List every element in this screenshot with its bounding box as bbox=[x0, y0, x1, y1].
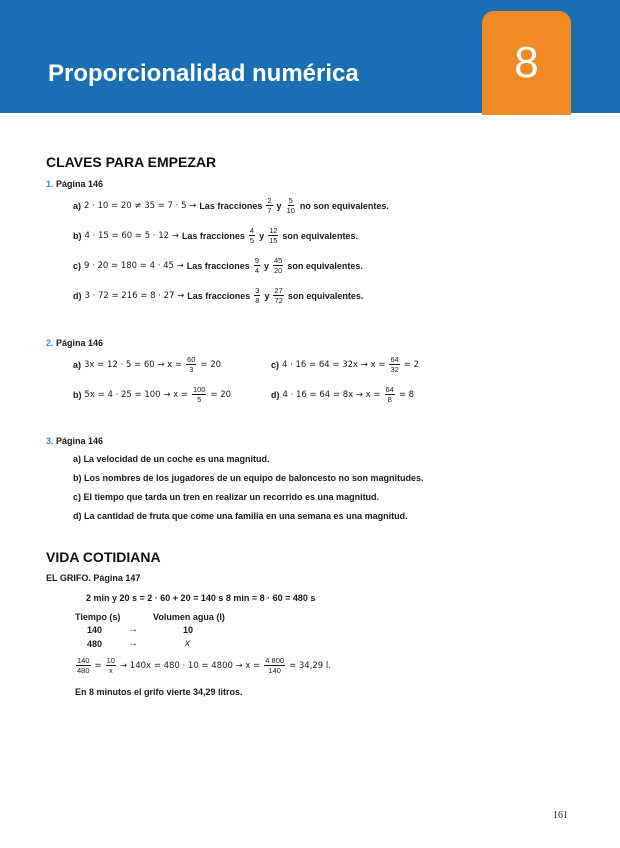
chapter-number-tab: 8 bbox=[482, 11, 571, 115]
question-page-ref: Página 146 bbox=[56, 338, 104, 348]
item-result: = 20 bbox=[200, 359, 222, 370]
item-equation: 4 · 16 = 64 = 32x → x = bbox=[282, 359, 386, 370]
equation-middle: → 140x = 480 · 10 = 4800 → x = bbox=[119, 660, 261, 671]
equals-sign: = bbox=[94, 660, 102, 671]
question-number: 3. bbox=[46, 436, 54, 446]
equation-result: = 34,29 l. bbox=[289, 660, 331, 671]
fraction: $\frac{60}{3}$ bbox=[187, 355, 196, 374]
fraction: $\frac{5}{10}$ bbox=[286, 196, 295, 215]
q1-item-b bbox=[73, 226, 358, 245]
conjunction: y bbox=[263, 260, 269, 271]
item-text: Las fracciones bbox=[186, 260, 250, 271]
arrow-icon: → bbox=[128, 638, 138, 649]
fraction: $\frac{64}{8}$ bbox=[385, 385, 394, 404]
item-letter: d) bbox=[73, 290, 82, 301]
item-result: = 2 bbox=[403, 359, 420, 370]
q2-item-d bbox=[271, 385, 414, 404]
item-conclusion: no son equivalentes. bbox=[299, 200, 389, 211]
table-header-volume: Volumen agua (l) bbox=[153, 612, 225, 622]
item-text: Las fracciones bbox=[187, 290, 251, 301]
item-letter: b) bbox=[73, 230, 82, 241]
item-text: Las fracciones bbox=[199, 200, 263, 211]
q2-item-c bbox=[271, 355, 419, 374]
conjunction: y bbox=[259, 230, 265, 241]
fraction: $\frac{4}{5}$ bbox=[249, 226, 255, 245]
table-cell: x bbox=[185, 638, 190, 649]
fraction: $\frac{4 800}{140}$ bbox=[265, 656, 285, 675]
fraction: $\frac{64}{32}$ bbox=[390, 355, 399, 374]
question-1-header bbox=[46, 179, 103, 189]
fraction: $\frac{100}{5}$ bbox=[192, 385, 206, 404]
q1-item-d bbox=[73, 286, 363, 305]
q3-item-c: c) El tiempo que tarda un tren en realizar un recorrido es una magnitud. bbox=[73, 492, 380, 502]
q3-item-a: a) La velocidad de un coche es una magnitud. bbox=[73, 454, 270, 464]
question-2-header bbox=[46, 338, 103, 348]
item-text: Las fracciones bbox=[181, 230, 245, 241]
time-conversion-line: 2 min y 20 s = 2 · 60 + 20 = 140 s 8 min = 8 · 60 = 480 s bbox=[86, 593, 316, 603]
item-result: = 8 bbox=[398, 389, 415, 400]
question-page-ref: Página 146 bbox=[56, 436, 104, 446]
item-equation: 3 · 72 = 216 = 8 · 27 → bbox=[84, 290, 185, 301]
table-cell: 140 bbox=[87, 625, 103, 635]
item-equation: 5x = 4 · 25 = 100 → x = bbox=[84, 389, 188, 400]
item-conclusion: son equivalentes. bbox=[287, 290, 364, 301]
q2-item-b bbox=[73, 385, 231, 404]
table-cell: 480 bbox=[87, 639, 103, 649]
problem-subtitle: EL GRIFO. Página 147 bbox=[46, 573, 141, 583]
item-result: = 20 bbox=[210, 389, 232, 400]
item-letter: d) bbox=[271, 389, 280, 400]
item-equation: 9 · 20 = 180 = 4 · 45 → bbox=[84, 260, 184, 271]
fraction: $\frac{140}{480}$ bbox=[77, 656, 90, 675]
section-heading-claves: CLAVES PARA EMPEZAR bbox=[46, 154, 217, 170]
question-page-ref: Página 146 bbox=[56, 179, 104, 189]
conclusion-text: En 8 minutos el grifo vierte 34,29 litros. bbox=[75, 687, 243, 697]
q3-item-b: b) Los nombres de los jugadores de un equipo de baloncesto no son magnitudes. bbox=[73, 473, 424, 483]
item-conclusion: son equivalentes. bbox=[287, 260, 363, 271]
fraction: $\frac{27}{72}$ bbox=[274, 286, 283, 305]
fraction: $\frac{2}{7}$ bbox=[267, 196, 272, 215]
chapter-title: Proporcionalidad numérica bbox=[48, 60, 359, 87]
item-letter: a) bbox=[73, 200, 82, 211]
item-equation: 4 · 16 = 64 = 8x → x = bbox=[282, 389, 381, 400]
item-letter: b) bbox=[73, 389, 82, 400]
item-equation: 4 · 15 = 60 = 5 · 12 → bbox=[84, 230, 179, 241]
question-number: 2. bbox=[46, 338, 54, 348]
conjunction: y bbox=[264, 290, 270, 301]
conjunction: y bbox=[276, 200, 282, 211]
item-equation: 3x = 12 · 5 = 60 → x = bbox=[84, 359, 183, 370]
item-letter: c) bbox=[73, 260, 82, 271]
fraction: $\frac{10}{x}$ bbox=[106, 656, 115, 675]
question-number: 1. bbox=[46, 179, 54, 189]
fraction: $\frac{45}{20}$ bbox=[274, 256, 283, 275]
fraction: $\frac{3}{8}$ bbox=[255, 286, 260, 305]
q1-item-a bbox=[73, 196, 389, 215]
fraction: $\frac{12}{15}$ bbox=[269, 226, 278, 245]
table-cell: 10 bbox=[183, 625, 194, 635]
page-number: 161 bbox=[553, 810, 568, 821]
item-conclusion: son equivalentes. bbox=[282, 230, 358, 241]
item-letter: a) bbox=[73, 359, 82, 370]
q3-item-d: d) La cantidad de fruta que come una familia en una semana es una magnitud. bbox=[73, 511, 408, 521]
item-equation: 2 · 10 = 20 ≠ 35 = 7 · 5 → bbox=[84, 200, 197, 211]
question-3-header bbox=[46, 436, 103, 446]
arrow-icon: → bbox=[128, 624, 138, 635]
proportion-equation bbox=[75, 656, 331, 675]
fraction: $\frac{9}{4}$ bbox=[254, 256, 259, 275]
q1-item-c bbox=[73, 256, 363, 275]
section-heading-vida-cotidiana: VIDA COTIDIANA bbox=[46, 549, 161, 565]
table-header-time: Tiempo (s) bbox=[75, 612, 121, 622]
q2-item-a bbox=[73, 355, 221, 374]
item-letter: c) bbox=[271, 359, 280, 370]
